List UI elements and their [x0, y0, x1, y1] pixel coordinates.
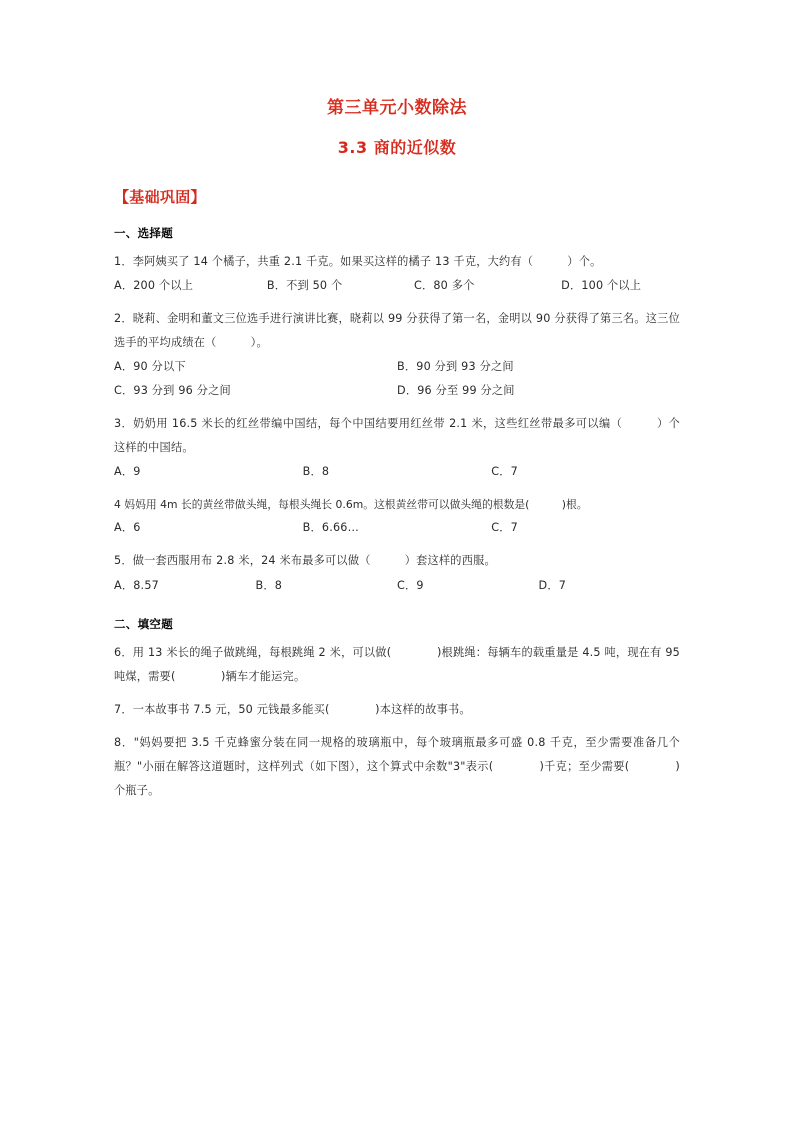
- question-3-text: 3．奶奶用 16.5 米长的红丝带编中国结，每个中国结要用红丝带 2.1 米，这些红丝带最多可以编（ ）个这样的中国结。: [114, 416, 680, 455]
- question-2-options-row-2: [114, 379, 680, 403]
- section-heading-multiple-choice: 一、选择题: [114, 225, 173, 240]
- question-3-option-a[interactable]: A．9: [114, 465, 141, 479]
- question-2-option-d[interactable]: D．96 分至 99 分之间: [397, 383, 515, 397]
- question-1-option-b[interactable]: B．不到 50 个: [266, 278, 343, 292]
- question-6: [114, 641, 680, 689]
- question-5-text: 5．做一套西服用布 2.8 米，24 米布最多可以做（ ）套这样的西服。: [114, 554, 496, 568]
- question-4-options: [114, 516, 680, 540]
- question-4-text: 4 妈妈用 4m 长的黄丝带做头绳，每根头绳长 0.6m。这根黄丝带可以做头绳的根数是( )根。: [114, 498, 588, 512]
- document-subtitle: 3.3 商的近似数: [337, 137, 457, 157]
- document-title: 第三单元小数除法: [327, 98, 467, 118]
- question-4-option-a[interactable]: A．6: [114, 521, 141, 535]
- question-2-option-b[interactable]: B．90 分到 93 分之间: [397, 359, 514, 373]
- question-8-text: 8．"妈妈要把 3.5 千克蜂蜜分装在同一规格的玻璃瓶中，每个玻璃瓶最多可盛 0.8 千克，至少需要准备几个瓶？"小丽在解答这道题时，这样列式（如下图），这个算式中余数"3"表示( )千克；至少需要( )个瓶子。: [114, 735, 680, 798]
- part-heading-basic-practice: 【基础巩固】: [114, 187, 206, 206]
- question-2: [114, 307, 680, 403]
- question-4-option-c[interactable]: C．7: [491, 521, 518, 535]
- question-1-option-c[interactable]: C．80 多个: [413, 278, 475, 292]
- question-3-option-b[interactable]: B．8: [302, 465, 330, 479]
- question-7: [114, 698, 680, 722]
- section-heading-fill-in-the-blank: 二、填空题: [114, 616, 173, 631]
- question-5-option-d[interactable]: D．7: [538, 578, 567, 592]
- question-3-options: [114, 460, 680, 484]
- question-2-options-row-1: [114, 355, 680, 379]
- question-4: [114, 493, 680, 540]
- question-4-option-b[interactable]: B．6.66…: [302, 521, 360, 535]
- question-2-text: 2．晓莉、金明和董文三位选手进行演讲比赛，晓莉以 99 分获得了第一名，金明以 90 分获得了第三名。这三位选手的平均成绩在（ ）。: [114, 311, 680, 349]
- question-1-options: [114, 274, 680, 298]
- question-5-option-b[interactable]: B．8: [255, 578, 283, 592]
- question-7-text: 7．一本故事书 7.5 元，50 元钱最多能买( )本这样的故事书。: [114, 702, 471, 716]
- question-5-option-a[interactable]: A．8.57: [114, 578, 159, 592]
- question-6-text: 6．用 13 米长的绳子做跳绳，每根跳绳 2 米，可以做( )根跳绳：每辆车的载重量是 4.5 吨，现在有 95 吨煤，需要( )辆车才能运完。: [114, 645, 680, 683]
- question-3-option-c[interactable]: C．7: [491, 465, 518, 479]
- question-5-option-c[interactable]: C．9: [397, 578, 424, 592]
- question-8: [114, 731, 680, 803]
- question-2-option-a[interactable]: A．90 分以下: [114, 359, 186, 373]
- question-5-options: [114, 574, 680, 598]
- question-1-option-d[interactable]: D．100 个以上: [561, 278, 642, 292]
- question-3: [114, 412, 680, 484]
- question-5: [114, 549, 680, 597]
- question-2-option-c[interactable]: C．93 分到 96 分之间: [114, 383, 231, 397]
- question-1: [114, 250, 680, 298]
- question-1-text: 1．李阿姨买了 14 个橘子，共重 2.1 千克。如果买这样的橘子 13 千克，大约有（ ）个。: [114, 254, 602, 268]
- question-1-option-a[interactable]: A．200 个以上: [114, 278, 194, 292]
